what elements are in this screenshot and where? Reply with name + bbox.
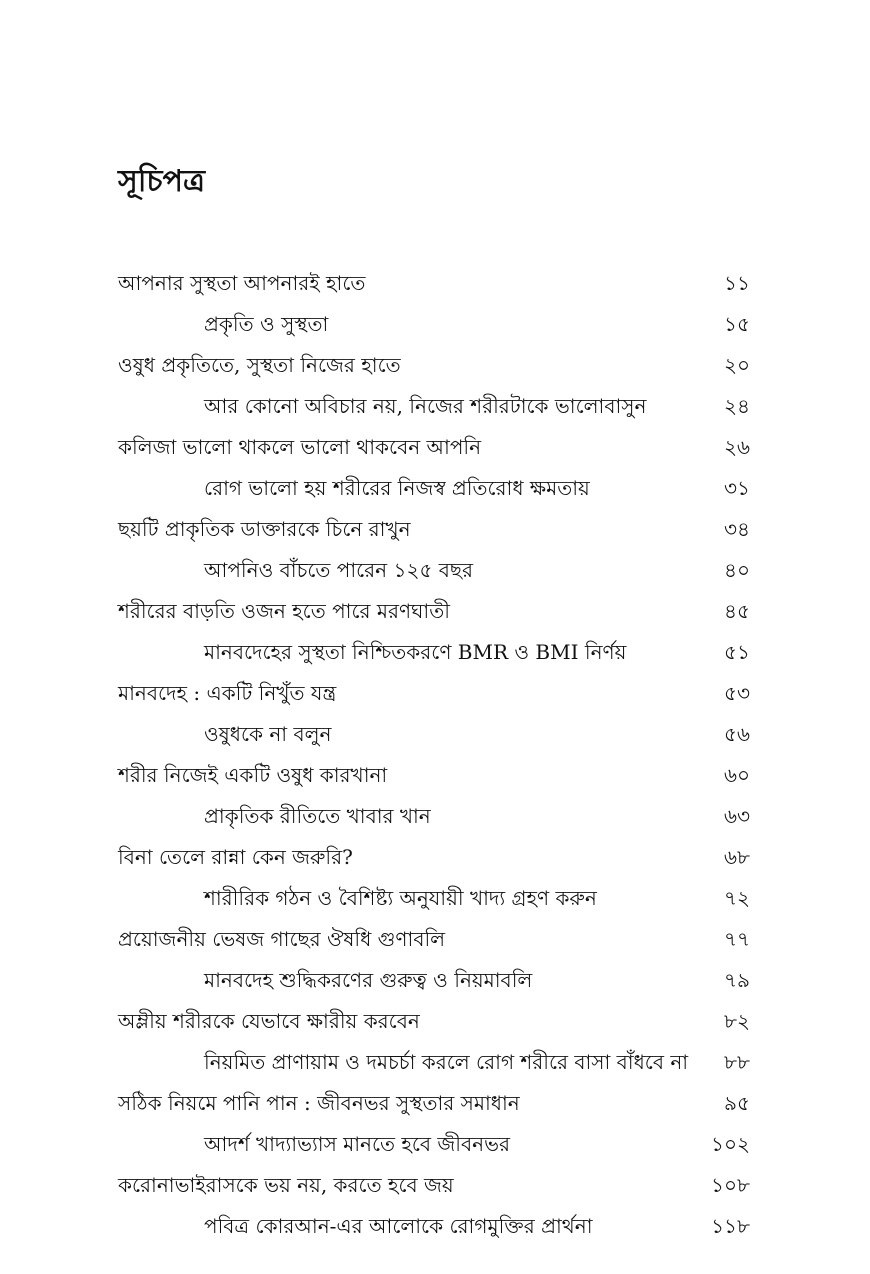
toc-entry-page-number: ৪০ xyxy=(724,558,750,582)
toc-entry-title: আদর্শ খাদ্যাভ্যাস মানতে হবে জীবনভর xyxy=(204,1132,511,1156)
toc-entry-title: আপনার সুস্থতা আপনারই হাতে xyxy=(118,271,366,295)
toc-entry-title: ওষুধকে না বলুন xyxy=(204,722,332,746)
toc-entry xyxy=(0,1165,870,1206)
toc-entry-page-number: ১৫ xyxy=(724,312,750,336)
toc-entry-page-number: ৩৪ xyxy=(724,517,750,541)
toc-entry-title: শারীরিক গঠন ও বৈশিষ্ট্য অনুযায়ী খাদ্য গ্রহণ করুন xyxy=(204,886,597,910)
toc-entry xyxy=(0,591,870,632)
toc-entry-title: শরীর নিজেই একটি ওষুধ কারখানা xyxy=(118,763,388,787)
toc-entry-title: মানবদেহ : একটি নিখুঁত যন্ত্র xyxy=(118,681,337,705)
toc-entry-title: মানবদেহের সুস্থতা নিশ্চিতকরণে BMR ও BMI নির্ণয় xyxy=(204,640,627,664)
toc-entry-page-number: ২৬ xyxy=(723,435,750,459)
toc-entry-page-number: ৭২ xyxy=(723,886,750,910)
toc-subentry xyxy=(0,386,870,427)
toc-entry xyxy=(0,755,870,796)
toc-subentry xyxy=(0,468,870,509)
toc-entry xyxy=(0,673,870,714)
toc-entry-title: ছয়টি প্রাকৃতিক ডাক্তারকে চিনে রাখুন xyxy=(118,517,411,541)
table-of-contents xyxy=(0,263,870,1247)
toc-entry xyxy=(0,837,870,878)
toc-entry xyxy=(0,1001,870,1042)
toc-entry-title: ওষুধ প্রকৃতিতে, সুস্থতা নিজের হাতে xyxy=(118,353,401,377)
toc-entry-page-number: ১০৮ xyxy=(711,1173,750,1197)
toc-entry-title: মানবদেহ শুদ্ধিকরণের গুরুত্ব ও নিয়মাবলি xyxy=(204,968,533,992)
toc-entry-title: সঠিক নিয়মে পানি পান : জীবনভর সুস্থতার সমাধান xyxy=(118,1091,520,1115)
toc-subentry xyxy=(0,1124,870,1165)
toc-entry-title: প্রাকৃতিক রীতিতে খাবার খান xyxy=(204,804,431,828)
toc-entry-title: প্রয়োজনীয় ভেষজ গাছের ঔষধি গুণাবলি xyxy=(118,927,446,951)
toc-entry xyxy=(0,263,870,304)
toc-subentry xyxy=(0,714,870,755)
toc-entry xyxy=(0,427,870,468)
toc-subentry xyxy=(0,632,870,673)
toc-entry xyxy=(0,919,870,960)
toc-entry-title: কলিজা ভালো থাকলে ভালো থাকবেন আপনি xyxy=(118,435,482,459)
toc-subentry xyxy=(0,550,870,591)
toc-entry-page-number: ৩১ xyxy=(724,476,750,500)
toc-entry-page-number: ১১ xyxy=(724,271,750,295)
toc-subentry xyxy=(0,960,870,1001)
toc-entry-page-number: ৭৯ xyxy=(724,968,750,992)
toc-subentry xyxy=(0,878,870,919)
toc-entry-page-number: ২০ xyxy=(723,353,750,377)
toc-subentry xyxy=(0,304,870,345)
toc-entry-page-number: ১০২ xyxy=(711,1132,750,1156)
toc-entry-page-number: ৪৫ xyxy=(724,599,750,623)
toc-entry xyxy=(0,345,870,386)
toc-entry-title: রোগ ভালো হয় শরীরের নিজস্ব প্রতিরোধ ক্ষমতায় xyxy=(204,476,590,500)
toc-entry-page-number: ৫৩ xyxy=(724,681,750,705)
toc-entry-title: প্রকৃতি ও সুস্থতা xyxy=(204,312,329,336)
toc-entry-title: অম্লীয় শরীরকে যেভাবে ক্ষারীয় করবেন xyxy=(118,1009,420,1033)
toc-entry-page-number: ১১৮ xyxy=(711,1214,750,1238)
toc-entry xyxy=(0,1083,870,1124)
toc-entry-page-number: ৬৩ xyxy=(723,804,750,828)
toc-entry-title: বিনা তেলে রান্না কেন জরুরি? xyxy=(118,845,353,869)
toc-entry-page-number: ৮২ xyxy=(724,1009,750,1033)
toc-entry xyxy=(0,509,870,550)
toc-entry-page-number: ৬৮ xyxy=(724,845,750,869)
toc-subentry xyxy=(0,796,870,837)
toc-entry-page-number: ৫১ xyxy=(724,640,750,664)
toc-entry-page-number: ৯৫ xyxy=(724,1091,750,1115)
toc-entry-page-number: ৬০ xyxy=(723,763,750,787)
toc-entry-title: নিয়মিত প্রাণায়াম ও দমচর্চা করলে রোগ শরীরে বাসা বাঁধবে না xyxy=(204,1050,689,1074)
toc-subentry xyxy=(0,1206,870,1247)
toc-entry-title: পবিত্র কোরআন-এর আলোকে রোগমুক্তির প্রার্থনা xyxy=(204,1214,593,1238)
toc-entry-page-number: ৮৮ xyxy=(724,1050,750,1074)
toc-subentry xyxy=(0,1042,870,1083)
page-title: সূচিপত্র xyxy=(118,164,205,199)
toc-entry-title: আপনিও বাঁচতে পারেন ১২৫ বছর xyxy=(204,558,474,582)
toc-entry-page-number: ৫৬ xyxy=(724,722,750,746)
toc-entry-page-number: ২৪ xyxy=(724,394,750,418)
toc-entry-page-number: ৭৭ xyxy=(723,927,750,951)
toc-entry-title: আর কোনো অবিচার নয়, নিজের শরীরটাকে ভালোবাসুন xyxy=(204,394,647,418)
toc-entry-title: শরীরের বাড়তি ওজন হতে পারে মরণঘাতী xyxy=(118,599,450,623)
toc-entry-title: করোনাভাইরাসকে ভয় নয়, করতে হবে জয় xyxy=(118,1173,454,1197)
